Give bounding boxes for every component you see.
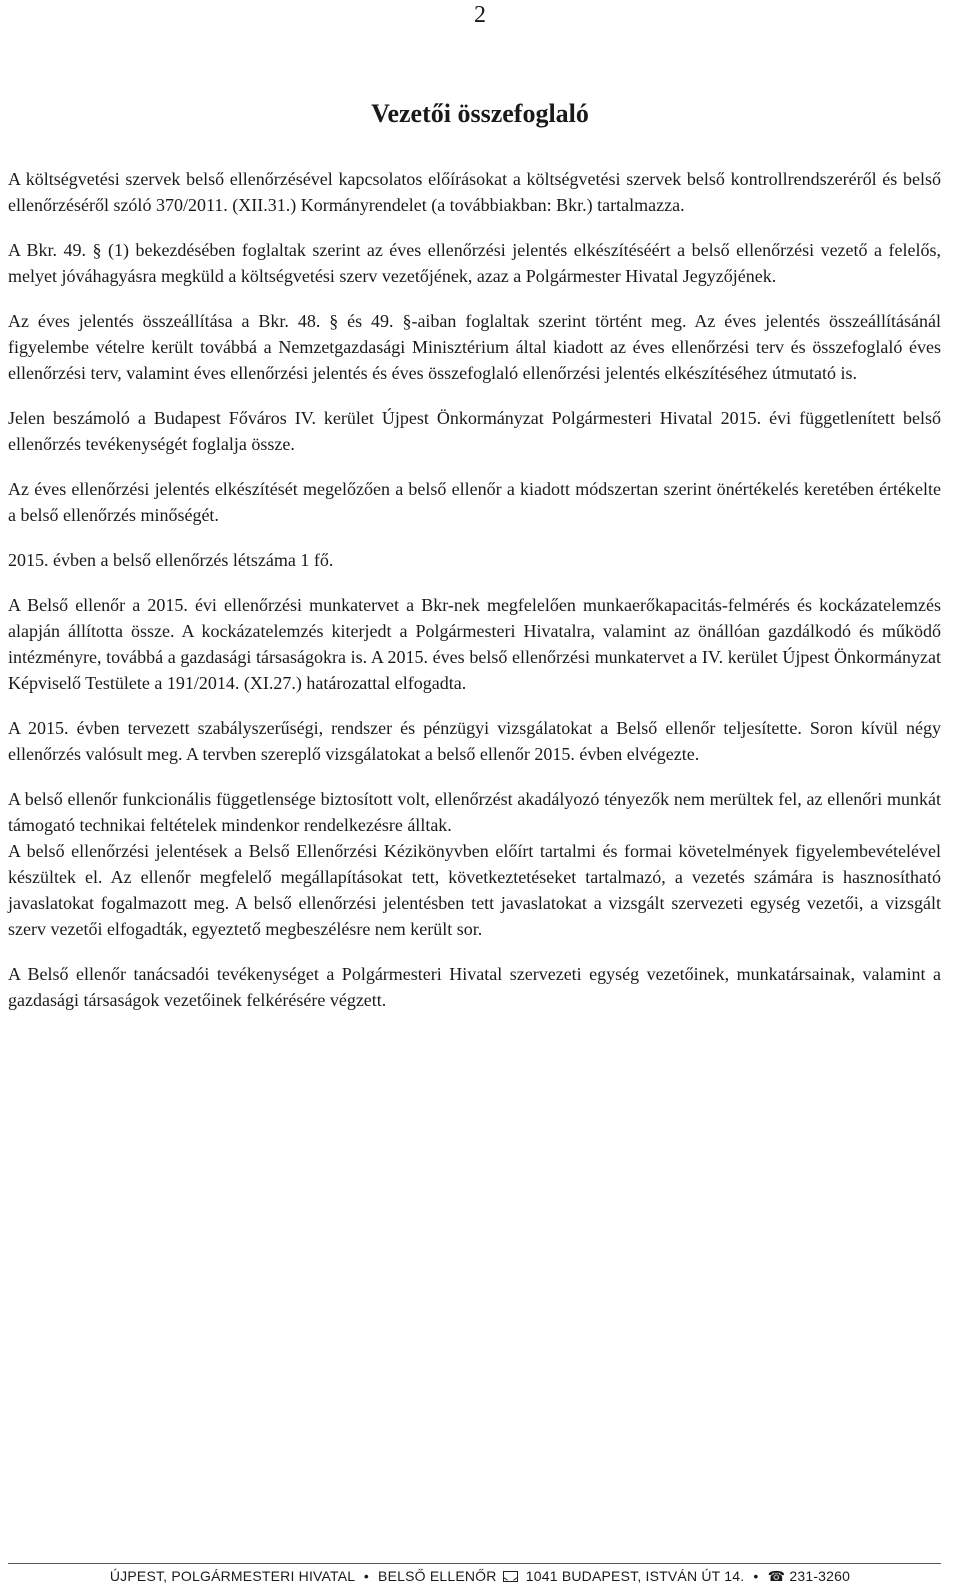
- footer-phone: 231-3260: [789, 1568, 851, 1584]
- document-body: [8, 166, 941, 1032]
- footer-organization: ÚJPEST, POLGÁRMESTERI HIVATAL: [109, 1568, 355, 1584]
- page-footer: [0, 1566, 960, 1586]
- phone-icon: ☎: [767, 1568, 786, 1584]
- page-title: Vezetői összefoglaló: [371, 99, 589, 128]
- paragraph-annual-report: Az éves jelentés összeállítása a Bkr. 48. § és 49. §-aiban foglaltak szerint történt meg. Az éves jelentés összeállításánál figyelembe vételre került továbbá a Nemzetgazdasági Minisztérium által kiadott az éves ellenőrzési terv és összefoglaló éves ellenőrzési terv, valamint éves ellenőrzési jelentés és éves összefoglaló ellenőrzési jelentés elkészítéséhez útmutató is.: [8, 311, 941, 383]
- paragraph-reports: A belső ellenőrzési jelentések a Belső Ellenőrzési Kézikönyvben előírt tartalmi és formai követelmények figyelembevételével készültek el. Az ellenőr megfelelő megállapításokat tett, következtetéseket tartalmazó, a vezetés számára is hasznosítható javaslatokat fogalmazott meg. A belső ellenőrzési jelentésben tett javaslatokat a vizsgált szervezeti egység vezetői, a vizsgált szerv vezetői elfogadták, egyeztető megbeszélésre nem került sor.: [8, 841, 941, 939]
- footer-divider: [8, 1563, 941, 1564]
- paragraph-work-plan: A Belső ellenőr a 2015. évi ellenőrzési munkatervet a Bkr-nek megfelelően munkaerőkapacitás-felmérés és kockázatelemzés alapján állította össze. A kockázatelemzés kiterjedt a Polgármesteri Hivatalra, valamint az önállóan gazdálkodó és működő intézményre, továbbá a gazdasági társaságokra is. A 2015. éves belső ellenőrzési munkatervet a IV. kerület Újpest Önkormányzat Képviselő Testülete a 191/2014. (XI.27.) határozattal elfogadta.: [8, 595, 941, 693]
- paragraph-advisory: A Belső ellenőr tanácsadói tevékenységet a Polgármesteri Hivatal szervezeti egység vezetőinek, munkatársainak, valamint a gazdasági társaságok vezetőinek felkérésére végzett.: [8, 964, 941, 1010]
- paragraph-bkr-49: A Bkr. 49. § (1) bekezdésében foglaltak szerint az éves ellenőrzési jelentés elkészítéséért a belső ellenőrzési vezető a felelős, melyet jóváhagyásra megküld a költségvetési szerv vezetőjének, azaz a Polgármester Hivatal Jegyzőjének.: [8, 240, 941, 286]
- paragraph-intro: A költségvetési szervek belső ellenőrzésével kapcsolatos előírásokat a költségvetési szervek belső kontrollrendszeréről és belső ellenőrzéséről szóló 370/2011. (XII.31.) Kormányrendelet (a továbbiakban: Bkr.) tartalmazza.: [8, 169, 941, 215]
- envelope-icon: [503, 1571, 518, 1582]
- paragraph-scope: Jelen beszámoló a Budapest Főváros IV. kerület Újpest Önkormányzat Polgármesteri Hivatal 2015. évi függetlenített belső ellenőrzés tevékenységét foglalja össze.: [8, 408, 941, 454]
- paragraph-self-assessment: Az éves ellenőrzési jelentés elkészítését megelőzően a belső ellenőr a kiadott módszertan szerint önértékelés keretében értékelte a belső ellenőrzés minőségét.: [8, 479, 941, 525]
- footer-department: BELSŐ ELLENŐR: [378, 1568, 497, 1584]
- paragraph-independence: A belső ellenőr funkcionális függetlensége biztosított volt, ellenőrzést akadályozó tényezők nem merültek fel, az ellenőri munkát támogató technikai feltételek mindenkor rendelkezésre álltak.: [8, 789, 941, 835]
- bullet-icon: •: [753, 1568, 759, 1584]
- bullet-icon: •: [363, 1568, 369, 1584]
- paragraph-audits-performed: A 2015. évben tervezett szabályszerűségi, rendszer és pénzügyi vizsgálatokat a Belső ellenőr teljesítette. Soron kívül négy ellenőrzés valósult meg. A tervben szereplő vizsgálatokat a belső ellenőr 2015. évben elvégezte.: [8, 718, 941, 764]
- footer-address: 1041 BUDAPEST, ISTVÁN ÚT 14.: [525, 1568, 745, 1584]
- page-number: 2: [474, 2, 486, 28]
- paragraph-headcount: 2015. évben a belső ellenőrzés létszáma 1 fő.: [8, 550, 334, 570]
